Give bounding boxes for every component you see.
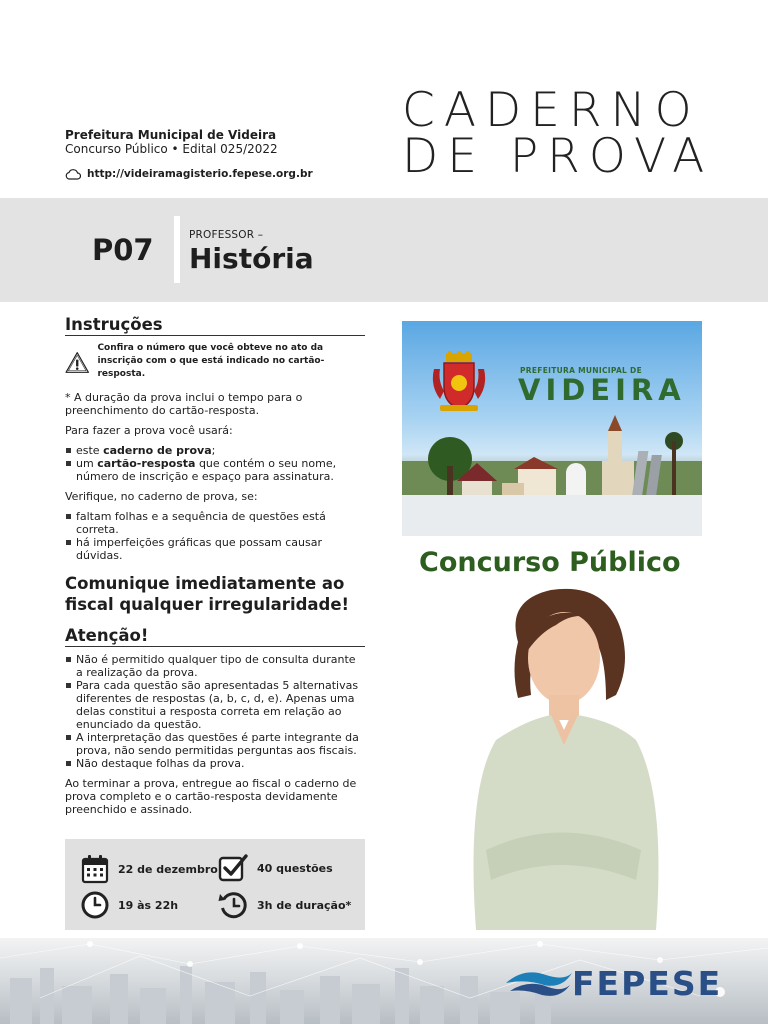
duration-note: * A duração da prova inclui o tempo para o preenchimento do cartão-resposta. (65, 391, 303, 417)
page-title (402, 83, 714, 184)
city-banner (402, 321, 702, 536)
list-item: Para cada questão são apresentadas 5 alternativas diferentes de respostas (a, b, c, d, e). Apenas uma delas constitui a resposta correta em relação ao enunciado da questão. (65, 679, 365, 731)
org-subtitle: Concurso Público • Edital 025/2022 (65, 142, 278, 156)
date-info (81, 854, 218, 884)
list-item: este caderno de prova; (65, 444, 365, 457)
use-list (65, 444, 365, 483)
exam-subject: História (189, 242, 314, 275)
history-clock-icon (218, 891, 248, 919)
list-item: um cartão-resposta que contém o seu nome, número de inscrição e espaço para assinatura. (65, 457, 365, 483)
banner-prefeitura: PREFEITURA MUNICIPAL DE (520, 366, 642, 375)
instructions-column (65, 315, 365, 823)
organization-block (65, 128, 278, 156)
city-skyline-illustration (402, 411, 702, 536)
attention-heading: Atenção! (65, 629, 365, 647)
duration-text: 3h de duração* (257, 898, 352, 912)
questions-info (218, 853, 333, 883)
coat-of-arms-icon (430, 351, 488, 413)
questions-text: 40 questões (257, 861, 333, 875)
list-item: Não destaque folhas da prova. (65, 757, 365, 770)
website-url: http://videiramagisterio.fepese.org.br (87, 168, 313, 180)
instructions-heading: Instruções (65, 318, 365, 336)
exam-role: PROFESSOR – (189, 229, 264, 241)
clock-icon (81, 891, 109, 919)
warning-icon (65, 342, 89, 383)
duration-info (218, 891, 351, 919)
title-line-1: CADERNO (402, 83, 701, 138)
list-item: há imperfeições gráficas que possam causar dúvidas. (65, 536, 365, 562)
checkbox-icon (218, 853, 248, 883)
list-item: A interpretação das questões é parte integrante da prova, não sendo permitidas perguntas aos fiscais. (65, 731, 365, 757)
fepese-logo-icon (504, 965, 574, 999)
attention-list (65, 653, 365, 770)
warning-text: Confira o número que você obteve no ato da inscrição com o que está indicado no cartão-resposta. (97, 343, 325, 379)
cloud-icon (65, 169, 81, 180)
org-name: Prefeitura Municipal de Videira (65, 128, 277, 142)
communicate-notice: Comunique imediatamente ao fiscal qualquer irregularidade! (65, 574, 350, 614)
time-text: 19 às 22h (118, 898, 179, 912)
banner-city: VIDEIRA (518, 373, 686, 407)
use-intro: Para fazer a prova você usará: (65, 424, 233, 437)
website-link[interactable] (65, 168, 313, 180)
title-line-2: DE PROVA (402, 129, 714, 184)
closing-text: Ao terminar a prova, entregue ao fiscal o caderno de prova completo e o cartão-resposta devidamente preenchido e assinado. (65, 777, 357, 816)
band-divider (174, 216, 180, 283)
warning-box (65, 342, 365, 383)
list-item: faltam folhas e a sequência de questões está correta. (65, 510, 365, 536)
exam-info-box (65, 839, 365, 930)
exam-code: P07 (92, 233, 154, 267)
candidate-photo (456, 580, 666, 930)
fepese-brand: FEPESE (572, 964, 723, 1003)
verify-list (65, 510, 365, 562)
time-info (81, 891, 178, 919)
calendar-icon (81, 854, 109, 884)
date-text: 22 de dezembro (118, 862, 218, 876)
verify-intro: Verifique, no caderno de prova, se: (65, 490, 258, 503)
list-item: Não é permitido qualquer tipo de consulta durante a realização da prova. (65, 653, 365, 679)
concurso-title: Concurso Público (419, 547, 681, 578)
